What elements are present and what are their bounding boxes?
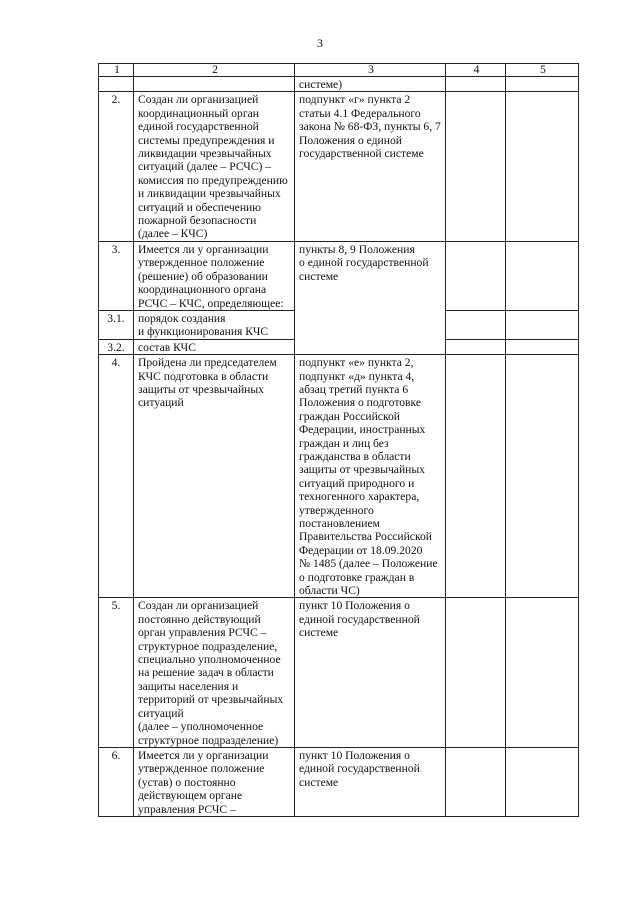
question-cell-line: Имеется ли у организации bbox=[138, 748, 269, 762]
legal-basis-cell-line: Положения о единой bbox=[299, 133, 402, 147]
column-header: 4 bbox=[446, 64, 506, 77]
legal-basis-cell-line: защиты от чрезвычайных bbox=[299, 463, 425, 477]
table-row bbox=[99, 747, 579, 816]
question-cell-line: состав КЧС bbox=[138, 340, 196, 354]
column-header: 1 bbox=[99, 64, 134, 77]
note-cell bbox=[506, 77, 579, 92]
question-cell-line: (далее – уполномоченное bbox=[138, 720, 264, 734]
question-cell-line: Пройдена ли председателем bbox=[138, 356, 277, 370]
legal-basis-cell-line: постановлением bbox=[299, 517, 380, 530]
legal-basis-cell-line: системе bbox=[299, 775, 339, 789]
question-cell-line: Создан ли организацией bbox=[138, 599, 259, 613]
legal-basis-cell-line: граждан и лиц без bbox=[299, 436, 389, 450]
legal-basis-cell-line: граждан Российской bbox=[299, 409, 400, 423]
question-cell-line: единой государственной bbox=[138, 120, 259, 134]
question-cell-line: координационного органа bbox=[138, 283, 267, 297]
question-cell-line: системы предупреждения и bbox=[138, 133, 275, 147]
table-row bbox=[99, 355, 579, 598]
answer-cell bbox=[446, 241, 506, 310]
checklist-table bbox=[98, 63, 579, 817]
question-cell-line: (устав) о постоянно bbox=[138, 775, 236, 789]
note-cell bbox=[506, 355, 579, 598]
column-header: 5 bbox=[506, 64, 579, 77]
legal-basis-cell-line: Федерации от 18.09.2020 bbox=[299, 543, 423, 557]
table-row bbox=[99, 598, 579, 747]
question-cell-line: пожарной безопасности bbox=[138, 214, 257, 228]
question-cell-line: ликвидации чрезвычайных bbox=[138, 147, 272, 161]
question-cell-line: орган управления РСЧС – bbox=[138, 626, 267, 640]
question-cell-line: ситуаций bbox=[138, 706, 184, 720]
answer-cell bbox=[446, 92, 506, 241]
note-cell bbox=[506, 339, 579, 354]
legal-basis-cell-line: пункты 8, 9 Положения bbox=[299, 242, 415, 256]
question-cell-line: ситуаций bbox=[138, 396, 184, 410]
question-cell-line: (далее – КЧС) bbox=[138, 227, 208, 241]
legal-basis-cell-line: Правительства Российской bbox=[299, 530, 432, 544]
legal-basis-cell bbox=[295, 355, 446, 598]
page-number: 3 bbox=[317, 36, 323, 50]
legal-basis-cell-line: единой государственной bbox=[299, 612, 420, 626]
question-cell bbox=[134, 339, 295, 354]
table-row bbox=[99, 77, 579, 92]
column-header: 2 bbox=[134, 64, 295, 77]
legal-basis-cell-line: подпункт «д» пункта 4, bbox=[299, 369, 415, 383]
table-row bbox=[99, 241, 579, 310]
question-cell-line: действующем органе bbox=[138, 789, 243, 803]
legal-basis-cell bbox=[295, 92, 446, 241]
answer-cell bbox=[446, 355, 506, 598]
question-cell bbox=[134, 598, 295, 747]
question-cell-line: утвержденное положение bbox=[138, 762, 265, 776]
question-cell-line: защиты от чрезвычайных bbox=[138, 382, 264, 396]
note-cell bbox=[506, 747, 579, 816]
item-number: 2. bbox=[99, 92, 134, 241]
legal-basis-cell-line: области ЧС) bbox=[299, 584, 360, 598]
answer-cell bbox=[446, 339, 506, 354]
question-cell-line: утвержденное положение bbox=[138, 256, 265, 270]
legal-basis-cell-line: о единой государственной bbox=[299, 256, 429, 270]
question-cell-line: структурное подразделение) bbox=[138, 733, 279, 747]
legal-basis-cell-line: № 1485 (далее – Положение bbox=[299, 557, 438, 571]
question-cell bbox=[134, 241, 295, 310]
question-cell-line: комиссия по предупреждению bbox=[138, 173, 288, 187]
note-cell bbox=[506, 241, 579, 310]
table-row bbox=[99, 92, 579, 241]
legal-basis-cell-line: единой государственной bbox=[299, 762, 420, 776]
question-cell-line: структурное подразделение, bbox=[138, 639, 278, 653]
item-number: 4. bbox=[99, 355, 134, 598]
legal-basis-cell-line: абзац третий пункта 6 bbox=[299, 382, 409, 396]
item-number: 3. bbox=[99, 241, 134, 310]
legal-basis-cell bbox=[295, 241, 446, 354]
question-cell bbox=[134, 77, 295, 92]
legal-basis-cell-line: закона № 68-ФЗ, пункты 6, 7 bbox=[299, 120, 441, 134]
legal-basis-cell-line: государственной системе bbox=[299, 147, 424, 161]
legal-basis-cell-line: системе) bbox=[299, 78, 343, 91]
header-row bbox=[99, 64, 579, 77]
item-number: 3.1. bbox=[99, 310, 134, 339]
question-cell-line: защиты населения и bbox=[138, 679, 239, 693]
question-cell bbox=[134, 747, 295, 816]
legal-basis-cell-line: подпункт «г» пункта 2 bbox=[299, 93, 411, 107]
question-cell-line: специально уполномоченное bbox=[138, 653, 281, 667]
item-number bbox=[99, 77, 134, 92]
answer-cell bbox=[446, 598, 506, 747]
legal-basis-cell-line: утвержденного bbox=[299, 503, 374, 517]
question-cell-line: ситуаций (далее – РСЧС) – bbox=[138, 160, 272, 174]
note-cell bbox=[506, 92, 579, 241]
question-cell-line: и функционирования КЧС bbox=[138, 325, 269, 339]
question-cell-line: КЧС подготовка в области bbox=[138, 369, 269, 383]
legal-basis-cell-line: Положения о подготовке bbox=[299, 396, 421, 410]
question-cell-line: Имеется ли у организации bbox=[138, 242, 269, 256]
question-cell bbox=[134, 310, 295, 339]
question-cell bbox=[134, 355, 295, 598]
question-cell-line: (решение) об образовании bbox=[138, 269, 268, 283]
question-cell bbox=[134, 92, 295, 241]
question-cell-line: Создан ли организацией bbox=[138, 93, 259, 107]
legal-basis-cell-line: гражданства в области bbox=[299, 449, 411, 463]
column-header: 3 bbox=[295, 64, 446, 77]
item-number: 6. bbox=[99, 747, 134, 816]
legal-basis-cell-line: пункт 10 Положения о bbox=[299, 599, 410, 613]
legal-basis-cell-line: системе bbox=[299, 626, 339, 640]
legal-basis-cell-line: пункт 10 Положения о bbox=[299, 748, 410, 762]
item-number: 5. bbox=[99, 598, 134, 747]
question-cell-line: территорий от чрезвычайных bbox=[138, 693, 284, 707]
legal-basis-cell bbox=[295, 598, 446, 747]
legal-basis-cell-line: техногенного характера, bbox=[299, 490, 420, 504]
question-cell-line: постоянно действующий bbox=[138, 612, 261, 626]
legal-basis-cell-line: подпункт «е» пункта 2, bbox=[299, 356, 414, 370]
answer-cell bbox=[446, 310, 506, 339]
legal-basis-cell bbox=[295, 747, 446, 816]
legal-basis-cell bbox=[295, 77, 446, 92]
question-cell-line: на решение задач в области bbox=[138, 666, 274, 680]
question-cell-line: и ликвидации чрезвычайных bbox=[138, 187, 281, 201]
question-cell-line: управления РСЧС – bbox=[138, 802, 236, 816]
question-cell-line: ситуаций и обеспечению bbox=[138, 200, 261, 214]
answer-cell bbox=[446, 77, 506, 92]
legal-basis-cell-line: статьи 4.1 Федерального bbox=[299, 106, 421, 120]
legal-basis-cell-line: ситуаций природного и bbox=[299, 476, 415, 490]
legal-basis-cell-line: системе bbox=[299, 269, 339, 283]
question-cell-line: координационный орган bbox=[138, 106, 259, 120]
note-cell bbox=[506, 310, 579, 339]
answer-cell bbox=[446, 747, 506, 816]
question-cell-line: РСЧС – КЧС, определяющее: bbox=[138, 296, 284, 310]
legal-basis-cell-line: о подготовке граждан в bbox=[299, 570, 415, 584]
legal-basis-cell-line: Федерации, иностранных bbox=[299, 423, 426, 437]
question-cell-line: порядок создания bbox=[138, 311, 226, 325]
item-number: 3.2. bbox=[99, 339, 134, 354]
note-cell bbox=[506, 598, 579, 747]
